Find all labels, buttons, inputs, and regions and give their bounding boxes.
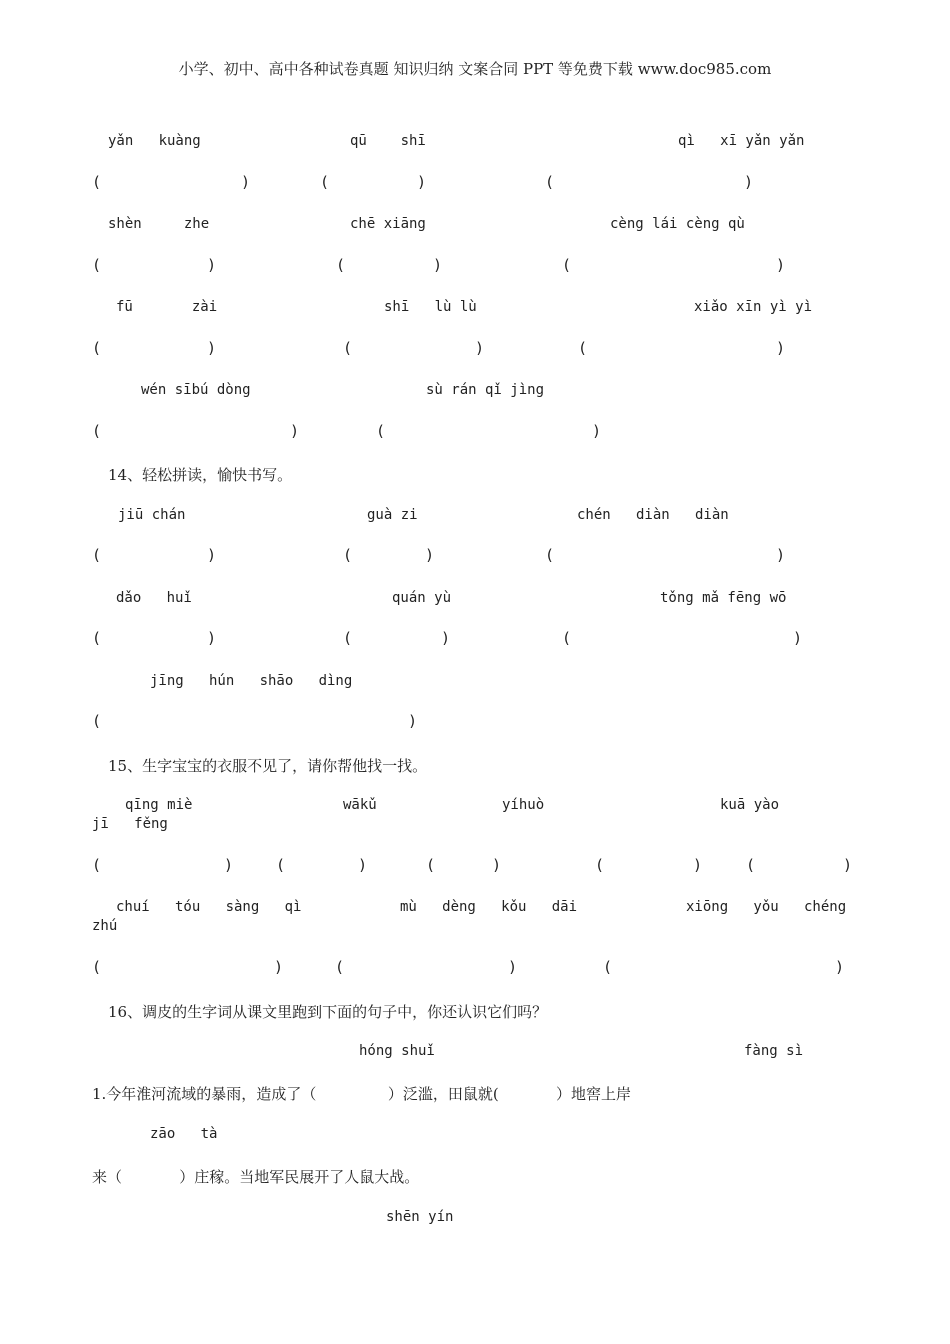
answer-paren-close: ) (776, 256, 786, 274)
answer-paren-close: ) (241, 173, 251, 191)
pinyin-chen-dian-dian: chén diàn diàn (577, 507, 729, 523)
pinyin-ji-feng: jī fěng (92, 816, 168, 832)
pinyin-yi-huo: yíhuò (502, 797, 545, 813)
pinyin-fang-si: fàng sì (744, 1043, 804, 1059)
pinyin-chui-tou-sang-qi: chuí tóu sàng qì (116, 899, 302, 915)
sentence-1 (92, 1083, 631, 1104)
answer-paren-close: ) (744, 173, 754, 191)
sentence-2 (92, 1166, 419, 1187)
answer-paren-close: ) (417, 173, 427, 191)
pinyin-ceng-lai-ceng-qu: cèng lái cèng qù (610, 216, 745, 232)
answer-paren-open: ( (276, 856, 286, 874)
pinyin-mu-deng-kou-dai: mù dèng kǒu dāi (400, 899, 578, 915)
answer-paren-open: ( (578, 339, 588, 357)
answer-paren-open: ( (376, 422, 386, 440)
pinyin-kua-yao: kuā yào (720, 797, 780, 813)
pinyin-qi-xi-yan-yan: qì xī yǎn yǎn (678, 133, 805, 149)
pinyin-jiu-chan: jiū chán (118, 507, 186, 523)
pinyin-fu-zai: fū zài (116, 299, 218, 315)
answer-paren-close: ) (835, 958, 845, 976)
pinyin-wa-ku: wākǔ (343, 797, 377, 813)
pinyin-dao-hui: dǎo huǐ (116, 590, 192, 606)
answer-paren-open: ( (320, 173, 330, 191)
answer-paren-open: ( (545, 173, 555, 191)
pinyin-zao-ta: zāo tà (150, 1126, 218, 1142)
pinyin-tong-ma-feng-wo: tǒng mǎ fēng wō (660, 590, 787, 606)
answer-paren-open: ( (336, 256, 346, 274)
page-header: 小学、初中、高中各种试卷真题 知识归纳 文案合同 PPT 等免费下载 www.doc985.com (178, 60, 772, 78)
pinyin-che-xiang: chē xiāng (350, 216, 426, 232)
answer-paren-close: ) (358, 856, 368, 874)
answer-paren-open: ( (746, 856, 756, 874)
pinyin-yan-kuang: yǎn kuàng (108, 133, 201, 149)
answer-paren-close: ) (425, 546, 435, 564)
answer-paren-open: ( (343, 629, 353, 647)
answer-paren-close: ) (592, 422, 602, 440)
answer-paren-open: ( (92, 256, 102, 274)
pinyin-su-ran-qi-jing: sù rán qǐ jìng (426, 382, 545, 398)
answer-paren-open: ( (426, 856, 436, 874)
answer-paren-close: ) (207, 546, 217, 564)
answer-paren-close: ) (793, 629, 803, 647)
sentence-1-part-c: ）地窖上岸 (555, 1085, 631, 1103)
answer-paren-close: ) (693, 856, 703, 874)
pinyin-qing-mie: qīng miè (125, 797, 193, 813)
answer-paren-close: ) (207, 629, 217, 647)
answer-paren-close: ) (408, 712, 418, 730)
answer-paren-close: ) (224, 856, 234, 874)
answer-paren-open: ( (562, 629, 572, 647)
answer-paren-close: ) (492, 856, 502, 874)
answer-paren-open: ( (335, 958, 345, 976)
pinyin-qu-shi: qū shī (350, 133, 426, 149)
answer-paren-close: ) (843, 856, 853, 874)
answer-paren-open: ( (595, 856, 605, 874)
question-15-title: 15、生字宝宝的衣服不见了，请你帮他找一找。 (108, 757, 428, 775)
answer-paren-close: ) (776, 339, 786, 357)
answer-paren-close: ) (475, 339, 485, 357)
answer-paren-open: ( (92, 958, 102, 976)
answer-paren-open: ( (92, 422, 102, 440)
pinyin-shen-zhe: shèn zhe (108, 216, 210, 232)
pinyin-wen-si-bu-dong: wén sībú dòng (141, 382, 251, 398)
answer-paren-open: ( (603, 958, 613, 976)
answer-paren-open: ( (92, 629, 102, 647)
sentence-2-part-a: 来（ (92, 1168, 123, 1186)
answer-paren-open: ( (92, 546, 102, 564)
pinyin-jing-hun-shao-ding: jīng hún shāo dìng (150, 673, 353, 689)
pinyin-shen-yin: shēn yín (386, 1209, 454, 1225)
answer-paren-close: ) (433, 256, 443, 274)
answer-paren-close: ) (207, 256, 217, 274)
answer-paren-open: ( (343, 339, 353, 357)
answer-paren-open: ( (343, 546, 353, 564)
pinyin-quan-yu: quán yù (392, 590, 452, 606)
answer-paren-close: ) (776, 546, 786, 564)
pinyin-shi-lu-lu: shī lù lù (384, 299, 477, 315)
pinyin-gua-zi: guà zi (367, 507, 418, 523)
pinyin-hong-shui: hóng shuǐ (359, 1043, 435, 1059)
answer-paren-close: ) (274, 958, 284, 976)
sentence-2-part-b: ）庄稼。当地军民展开了人鼠大战。 (179, 1168, 420, 1186)
answer-paren-close: ) (508, 958, 518, 976)
answer-paren-open: ( (92, 712, 102, 730)
answer-paren-open: ( (562, 256, 572, 274)
answer-paren-close: ) (441, 629, 451, 647)
answer-paren-open: ( (92, 856, 102, 874)
answer-paren-close: ) (290, 422, 300, 440)
answer-paren-close: ) (207, 339, 217, 357)
answer-paren-open: ( (92, 173, 102, 191)
question-14-title: 14、轻松拼读，愉快书写。 (108, 466, 293, 484)
pinyin-xiong-you-cheng: xiōng yǒu chéng (686, 899, 847, 915)
answer-paren-open: ( (92, 339, 102, 357)
sentence-1-part-a: 1.今年淮河流域的暴雨，造成了（ (92, 1085, 317, 1103)
pinyin-xiao-xin-yi-yi: xiǎo xīn yì yì (694, 299, 813, 315)
pinyin-zhu: zhú (92, 918, 118, 934)
question-16-title: 16、调皮的生字词从课文里跑到下面的句子中，你还认识它们吗？ (108, 1003, 548, 1021)
answer-paren-open: ( (545, 546, 555, 564)
sentence-1-part-b: ）泛滥，田鼠就( (387, 1085, 499, 1103)
